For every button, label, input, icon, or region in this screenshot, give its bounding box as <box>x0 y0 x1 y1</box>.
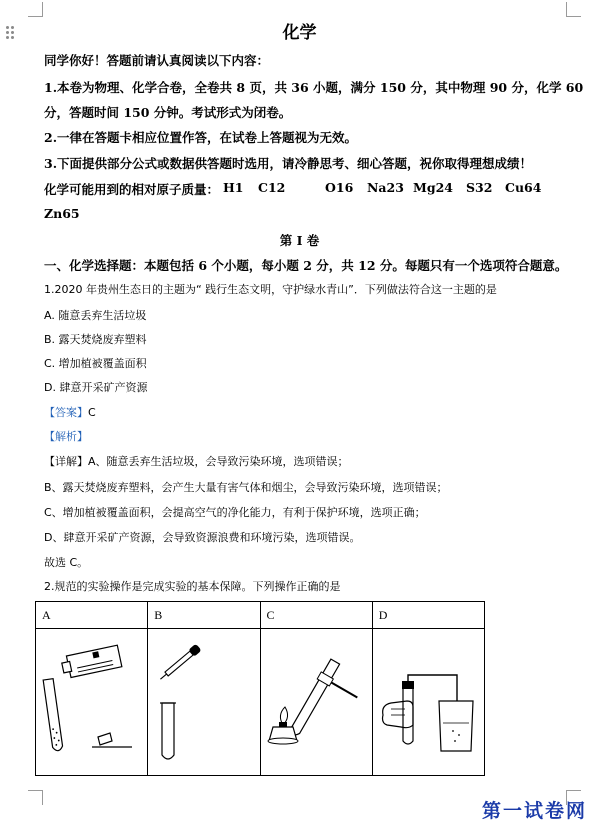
atomic-mass-label: 化学可能用到的相对原子质量： <box>44 182 220 197</box>
page-title: 化学 <box>282 23 317 43</box>
pouring-liquid-illustration <box>36 629 146 775</box>
option-d-label: D <box>372 602 484 629</box>
dropper-illustration <box>148 629 258 775</box>
part1-heading: 一、化学选择题：本题包括 6 个小题，每小题 2 分，共 12 分。每题只有一个选项符合题意。 <box>44 258 568 273</box>
heating-test-tube-illustration <box>261 629 371 775</box>
instruction-item-3: 3.下面提供部分公式或数据供答题时选用，请冷静思考、细心答题，祝你取得理想成绩！ <box>44 156 533 171</box>
instructions-greeting: 同学你好！答题前请认真阅读以下内容： <box>44 53 270 68</box>
question-1-conclusion: 故选 C。 <box>44 556 89 569</box>
atomic-mass-s: S32 <box>466 180 493 195</box>
question-1-option-a: A. 随意丢弃生活垃圾 <box>44 309 147 322</box>
question-1-option-d: D. 肆意开采矿产资源 <box>44 381 148 394</box>
option-c-cell[interactable] <box>260 629 372 776</box>
atomic-mass-c: C12 <box>258 180 286 195</box>
option-b-cell[interactable] <box>148 629 260 776</box>
question-1-stem: 1.2020 年贵州生态日的主题为“ 践行生态文明，守护绿水青山”．下列做法符合这一主题的是 <box>44 283 497 296</box>
question-1-option-c: C. 增加植被覆盖面积 <box>44 357 147 370</box>
option-c-label: C <box>260 602 372 629</box>
question-1-option-b: B. 露天焚烧废弃塑料 <box>44 333 147 346</box>
instruction-item-2: 2.一律在答题卡相应位置作答，在试卷上答题视为无效。 <box>44 130 358 145</box>
crop-mark-top-left <box>28 2 43 17</box>
atomic-mass-mg: Mg24 <box>413 180 453 195</box>
instruction-item-1: 1.本卷为物理、化学合卷，全卷共 8 页，共 36 小题，满分 150 分，其中物理 90 分，化学 60 <box>44 80 584 95</box>
detail-line-d: D、肆意开采矿产资源，会导致资源浪费和环境污染，选项错误。 <box>44 531 361 544</box>
atomic-mass-zn: Zn65 <box>44 206 80 221</box>
instruction-item-1-continued: 分，答题时间 150 分钟。考试形式为闭卷。 <box>44 105 292 120</box>
answer-value: C <box>88 406 96 419</box>
analysis-tag: 【解析】 <box>44 430 88 443</box>
airtightness-check-illustration <box>373 629 483 775</box>
detail-line-a <box>44 453 349 469</box>
option-d-cell[interactable] <box>372 629 484 776</box>
detail-a-text: A、随意丢弃生活垃圾，会导致污染环境，选项错误； <box>88 455 349 468</box>
atomic-mass-o: O16 <box>325 180 354 195</box>
crop-mark-bottom-left <box>28 790 43 805</box>
atomic-mass-h: H1 <box>223 180 244 195</box>
atomic-mass-na: Na23 <box>367 180 404 195</box>
watermark-logo: 第一试卷网 <box>481 800 587 822</box>
question-1-answer <box>44 404 96 420</box>
option-a-cell[interactable] <box>36 629 148 776</box>
atomic-mass-cu: Cu64 <box>505 180 542 195</box>
answer-tag: 【答案】 <box>44 406 88 419</box>
crop-mark-top-right <box>566 2 581 17</box>
detail-line-b: B、露天焚烧废弃塑料，会产生大量有害气体和烟尘，会导致污染环境，选项错误； <box>44 481 448 494</box>
option-a-label: A <box>36 602 148 629</box>
section-title: 第 I 卷 <box>279 233 320 248</box>
question-2-stem: 2.规范的实验操作是完成实验的基本保障。下列操作正确的是 <box>44 580 341 593</box>
option-b-label: B <box>148 602 260 629</box>
detail-tag: 【详解】 <box>44 455 88 468</box>
detail-line-c: C、增加植被覆盖面积，会提高空气的净化能力，有利于保护环境，选项正确； <box>44 506 426 519</box>
question-2-options-table <box>35 601 485 776</box>
